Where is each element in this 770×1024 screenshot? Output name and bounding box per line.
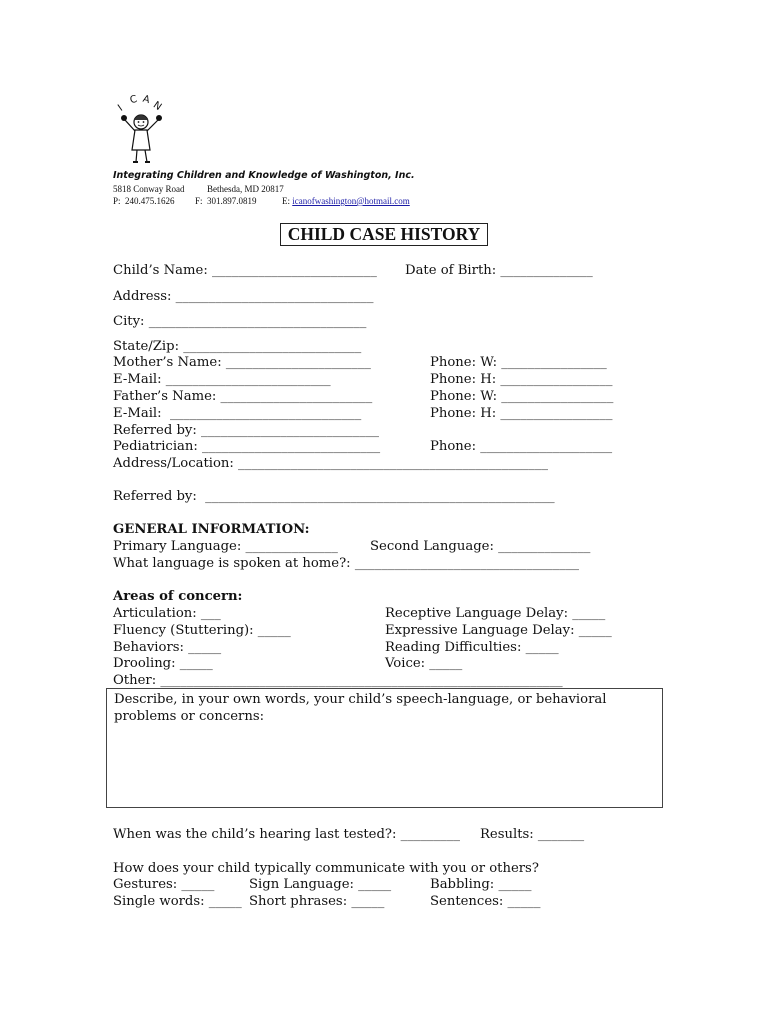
referred-by-field[interactable]: Referred by: ___________________________ (113, 423, 380, 438)
drooling-field[interactable]: Drooling: _____ (113, 656, 213, 671)
areas-of-concern-heading: Areas of concern: (113, 589, 243, 604)
sentences-field[interactable]: Sentences: _____ (430, 894, 541, 909)
city-address: Bethesda, MD 20817 (207, 184, 284, 194)
mother-phone-work-field[interactable]: Phone: W: ________________ (430, 355, 607, 370)
reading-difficulties-field[interactable]: Reading Difficulties: _____ (385, 640, 559, 655)
city-field[interactable]: City: _________________________________ (113, 314, 367, 329)
svg-text:N: N (150, 99, 164, 114)
address-field[interactable]: Address: ______________________________ (113, 289, 374, 304)
short-phrases-field[interactable]: Short phrases: _____ (249, 894, 385, 909)
svg-text:C: C (128, 94, 139, 107)
phone-number: P: 240.475.1626 (113, 196, 175, 206)
mother-phone-home-field[interactable]: Phone: H: _________________ (430, 372, 613, 387)
form-title: CHILD CASE HISTORY (280, 223, 488, 246)
child-name-field[interactable]: Child’s Name: _________________________ (113, 263, 377, 278)
second-language-field[interactable]: Second Language: ______________ (370, 539, 591, 554)
voice-field[interactable]: Voice: _____ (385, 656, 463, 671)
communication-question: How does your child typically communicate with you or others? (113, 861, 539, 876)
other-concern-field[interactable]: Other: _____________________________________________________________ (113, 673, 563, 688)
pediatrician-phone-field[interactable]: Phone: ____________________ (430, 439, 613, 454)
email-link[interactable]: icanofwashington@hotmail.com (292, 196, 410, 206)
mother-name-field[interactable]: Mother’s Name: ______________________ (113, 355, 371, 370)
general-information-heading: GENERAL INFORMATION: (113, 522, 310, 537)
father-phone-home-field[interactable]: Phone: H: _________________ (430, 406, 613, 421)
father-email-field[interactable]: E-Mail: _____________________________ (113, 406, 362, 421)
describe-concerns-box[interactable] (106, 688, 663, 808)
primary-language-field[interactable]: Primary Language: ______________ (113, 539, 338, 554)
email-label: E: (282, 196, 293, 206)
organization-name: Integrating Children and Knowledge of Washington, Inc. (113, 170, 415, 181)
pediatrician-field[interactable]: Pediatrician: ___________________________ (113, 439, 381, 454)
expressive-language-field[interactable]: Expressive Language Delay: _____ (385, 623, 612, 638)
street-address: 5818 Conway Road (113, 184, 185, 194)
mother-email-field[interactable]: E-Mail: _________________________ (113, 372, 331, 387)
address-location-field[interactable]: Address/Location: _______________________________________________ (113, 456, 548, 471)
state-zip-field[interactable]: State/Zip: ___________________________ (113, 339, 362, 354)
gestures-field[interactable]: Gestures: _____ (113, 877, 215, 892)
referred-by-second-field[interactable]: Referred by: _____________________________________________________ (113, 489, 555, 504)
father-phone-work-field[interactable]: Phone: W: _________________ (430, 389, 614, 404)
describe-concerns-prompt: Describe, in your own words, your child’s speech-language, or behavioral problems or concerns: (114, 692, 607, 724)
date-of-birth-field[interactable]: Date of Birth: ______________ (405, 263, 593, 278)
email-line (282, 196, 410, 207)
receptive-language-field[interactable]: Receptive Language Delay: _____ (385, 606, 606, 621)
fax-number: F: 301.897.0819 (195, 196, 257, 206)
home-language-field[interactable]: What language is spoken at home?: __________________________________ (113, 556, 580, 571)
babbling-field[interactable]: Babbling: _____ (430, 877, 532, 892)
svg-text:A: A (141, 94, 151, 107)
behaviors-field[interactable]: Behaviors: _____ (113, 640, 222, 655)
fluency-field[interactable]: Fluency (Stuttering): _____ (113, 623, 291, 638)
father-name-field[interactable]: Father’s Name: _______________________ (113, 389, 373, 404)
single-words-field[interactable]: Single words: _____ (113, 894, 242, 909)
svg-text:I: I (116, 103, 125, 114)
ican-logo-icon (116, 94, 170, 166)
hearing-results-field[interactable]: Results: _______ (480, 827, 585, 842)
articulation-field[interactable]: Articulation: ___ (113, 606, 221, 621)
hearing-tested-field[interactable]: When was the child’s hearing last tested?: _________ (113, 827, 460, 842)
sign-language-field[interactable]: Sign Language: _____ (249, 877, 392, 892)
